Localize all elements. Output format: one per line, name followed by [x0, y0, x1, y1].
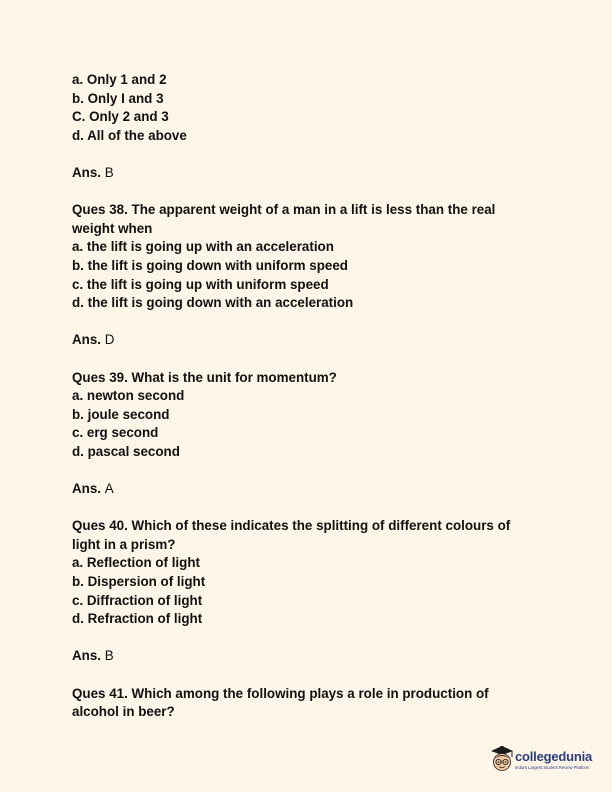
- q39-answer-label: Ans.: [72, 481, 102, 497]
- q40-title-line-2: light in a prism?: [72, 536, 176, 552]
- q39-answer: [72, 480, 552, 499]
- q38-option-a: a. the lift is going up with an acceleration: [72, 239, 334, 255]
- q38-option-c: c. the lift is going up with uniform speed: [72, 276, 329, 292]
- q37-option-a: a. Only 1 and 2: [72, 72, 167, 87]
- q38-answer: [72, 331, 552, 350]
- q37-option-d: d. All of the above: [72, 127, 187, 143]
- question-39: [72, 369, 552, 462]
- q40-option-c: c. Diffraction of light: [72, 592, 203, 608]
- q37-answer-value: B: [104, 164, 114, 180]
- question-41: [72, 685, 552, 722]
- q38-option-b: b. the lift is going down with uniform speed: [72, 257, 348, 273]
- q40-answer: [72, 647, 552, 666]
- q38-title-line-2: weight when: [72, 220, 153, 236]
- q39-option-c: c. erg second: [72, 425, 159, 441]
- q37-option-c: C. Only 2 and 3: [72, 109, 169, 125]
- q37-answer: [72, 164, 552, 183]
- q40-option-d: d. Refraction of light: [72, 611, 203, 627]
- q41-title-line-1: Ques 41. Which among the following plays a role in production of: [72, 685, 489, 701]
- q38-answer-value: D: [104, 332, 115, 348]
- logo-wordmark: collegedunia: [515, 749, 593, 764]
- q37-option-b: b. Only I and 3: [72, 90, 164, 106]
- q40-option-b: b. Dispersion of light: [72, 574, 206, 590]
- q39-option-b: b. joule second: [72, 406, 170, 422]
- q39-option-a: a. newton second: [72, 388, 185, 404]
- q38-answer-label: Ans.: [72, 332, 102, 348]
- question-40: [72, 517, 552, 629]
- q41-title-line-2: alcohol in beer?: [72, 704, 175, 720]
- logo-tagline: India's Largest Student Review Platform: [515, 765, 590, 770]
- q40-option-a: a. Reflection of light: [72, 555, 200, 571]
- page-content: [72, 71, 552, 722]
- question-38: [72, 201, 552, 313]
- q39-title-line-1: Ques 39. What is the unit for momentum?: [72, 369, 337, 385]
- q40-answer-value: B: [104, 648, 114, 664]
- question-37-options: [72, 71, 552, 145]
- q38-option-d: d. the lift is going down with an acceleration: [72, 295, 354, 311]
- q38-title-line-1: Ques 38. The apparent weight of a man in a lift is less than the real: [72, 202, 496, 218]
- q40-title-line-1: Ques 40. Which of these indicates the splitting of different colours of: [72, 518, 511, 534]
- q40-answer-label: Ans.: [72, 648, 102, 664]
- q39-answer-value: A: [104, 481, 114, 497]
- q39-option-d: d. pascal second: [72, 443, 180, 459]
- q37-answer-label: Ans.: [72, 164, 102, 180]
